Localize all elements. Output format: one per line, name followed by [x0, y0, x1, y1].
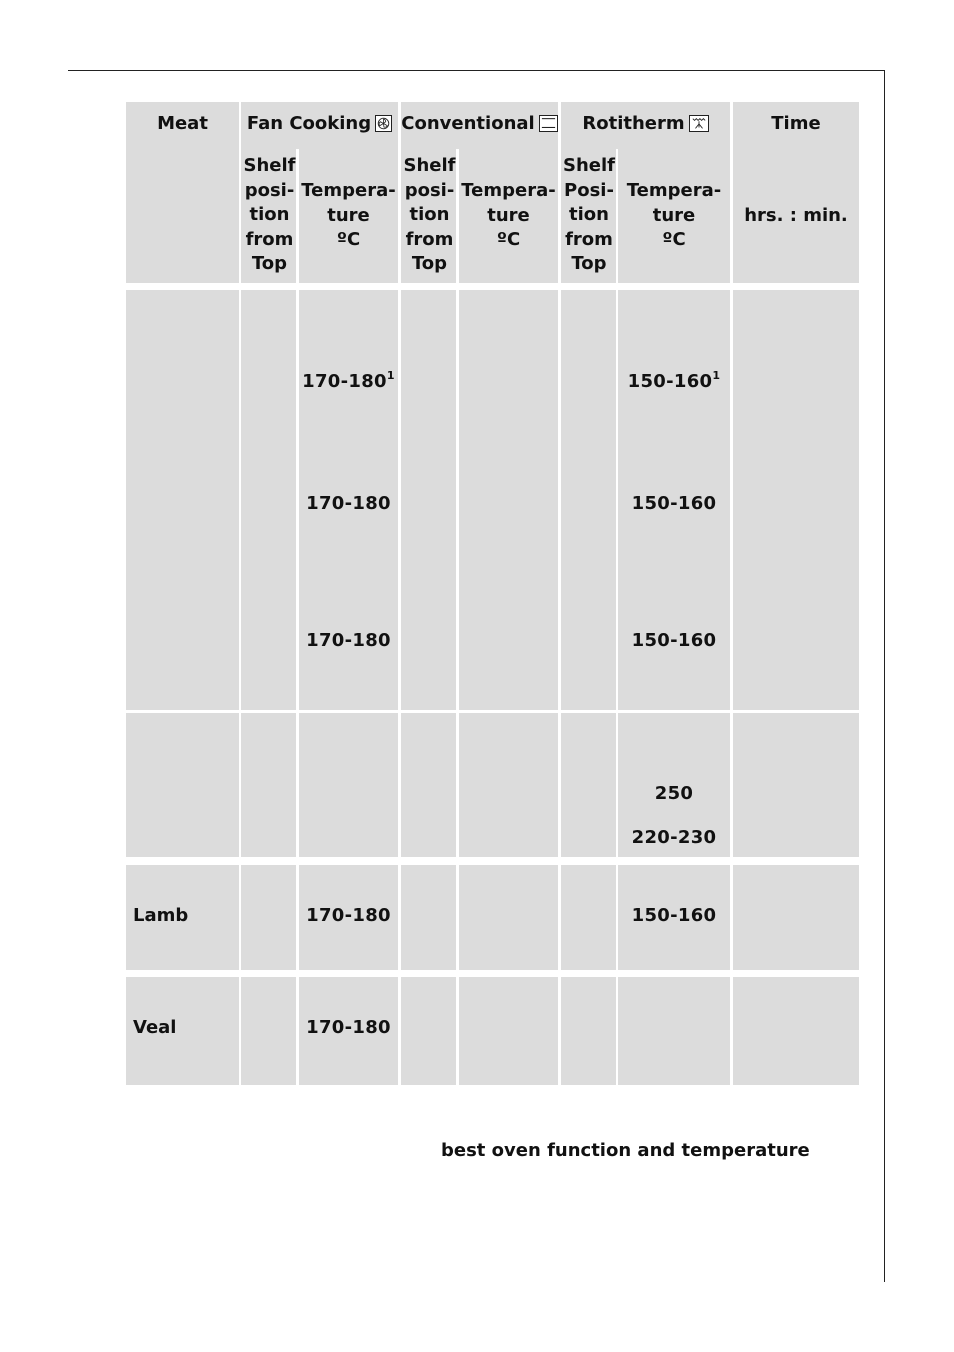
conv-shelf-line: tion — [409, 204, 450, 225]
lamb-time-cell — [733, 865, 859, 970]
conv-shelf-line: from — [405, 228, 454, 250]
fan-temp-header — [299, 179, 398, 253]
row2-roti-temp-2: 220-230 — [631, 827, 717, 848]
fan-shelf-header — [241, 154, 298, 277]
temp-value: 170-180 — [302, 371, 387, 392]
roti-temp-line: Tempera- — [626, 180, 722, 201]
fan-shelf-line: Top — [251, 253, 288, 274]
row1-fan-shelf-cell — [241, 290, 296, 710]
header-meat: Meat — [157, 113, 208, 134]
row1-fan-temp-2: 170-180 — [306, 493, 391, 514]
roti-temp-line: ºC — [662, 229, 686, 250]
header-rotitherm-label: Rotitherm — [582, 113, 685, 134]
rotitherm-icon — [689, 115, 709, 132]
conv-temp-header — [459, 179, 558, 253]
veal-fan-temp: 170-180 — [306, 1017, 391, 1038]
roti-shelf-line: Posi- — [564, 179, 614, 201]
conventional-oven-icon — [539, 115, 558, 132]
roti-shelf-header — [561, 154, 617, 277]
fan-temp-line: Tempera- — [301, 180, 396, 201]
roti-temp-line: ture — [652, 204, 696, 226]
header-time: Time — [771, 113, 821, 134]
header-fan-cooking-label: Fan Cooking — [246, 113, 372, 134]
header-fan-cooking — [241, 112, 398, 137]
lamb-fan-temp: 170-180 — [306, 905, 391, 926]
row1-roti-temp-3: 150-160 — [631, 630, 717, 651]
row2-meat-cell — [126, 713, 239, 857]
lamb-roti-temp: 150-160 — [631, 905, 717, 926]
footnote-marker: 1 — [712, 369, 721, 382]
row1-conv-shelf-cell — [401, 290, 456, 710]
fan-icon — [375, 115, 392, 132]
conv-temp-line: ºC — [496, 229, 521, 250]
veal-label: Veal — [133, 1017, 177, 1038]
row1-fan-temp-1 — [299, 370, 398, 395]
row2-roti-temp-1: 250 — [654, 783, 694, 804]
right-rule — [884, 70, 885, 1282]
footnote-marker: 1 — [386, 369, 395, 382]
row2-conv-temp-cell — [459, 713, 558, 857]
veal-roti-temp-cell — [618, 977, 730, 1085]
row2-time-cell — [733, 713, 859, 857]
lamb-conv-temp-cell — [459, 865, 558, 970]
time-unit-header: hrs. : min. — [744, 205, 848, 226]
row2-fan-temp-cell — [299, 713, 398, 857]
row2-roti-shelf-cell — [561, 713, 616, 857]
roti-shelf-line: Shelf — [563, 155, 615, 176]
row2-conv-shelf-cell — [401, 713, 456, 857]
lamb-fan-shelf-cell — [241, 865, 296, 970]
veal-roti-shelf-cell — [561, 977, 616, 1085]
fan-shelf-line: Shelf — [243, 155, 296, 176]
fan-shelf-line: tion — [249, 204, 290, 225]
header-conventional — [401, 112, 558, 137]
header-conventional-label: Conventional — [401, 113, 535, 134]
header-rotitherm — [561, 112, 730, 137]
row1-time-cell — [733, 290, 859, 710]
fan-temp-line: ture — [327, 204, 370, 226]
conv-temp-line: Tempera- — [461, 180, 556, 201]
fan-shelf-line: from — [245, 228, 294, 250]
fan-temp-line: ºC — [336, 229, 361, 250]
lamb-label: Lamb — [133, 905, 189, 926]
row1-roti-temp-2: 150-160 — [631, 493, 717, 514]
conv-shelf-line: Shelf — [403, 155, 456, 176]
lamb-roti-shelf-cell — [561, 865, 616, 970]
roti-temp-header — [618, 179, 730, 253]
row1-conv-temp-cell — [459, 290, 558, 710]
veal-conv-temp-cell — [459, 977, 558, 1085]
footer-note: best oven function and temperature — [441, 1140, 810, 1161]
conv-shelf-line: Top — [411, 253, 448, 274]
row1-roti-shelf-cell — [561, 290, 616, 710]
row2-fan-shelf-cell — [241, 713, 296, 857]
veal-time-cell — [733, 977, 859, 1085]
temp-value: 150-160 — [627, 371, 713, 392]
roti-shelf-line: tion — [569, 204, 609, 225]
veal-conv-shelf-cell — [401, 977, 456, 1085]
conv-shelf-line: posi- — [404, 179, 455, 201]
row1-fan-temp-3: 170-180 — [306, 630, 391, 651]
row1-meat-cell — [126, 290, 239, 710]
fan-shelf-line: posi- — [244, 179, 295, 201]
roti-shelf-line: from — [565, 228, 613, 250]
conv-shelf-header — [401, 154, 458, 277]
veal-fan-shelf-cell — [241, 977, 296, 1085]
row1-roti-temp-1 — [618, 370, 730, 395]
roti-shelf-line: Top — [571, 253, 607, 274]
lamb-conv-shelf-cell — [401, 865, 456, 970]
top-rule — [68, 70, 885, 71]
conv-temp-line: ture — [487, 204, 530, 226]
